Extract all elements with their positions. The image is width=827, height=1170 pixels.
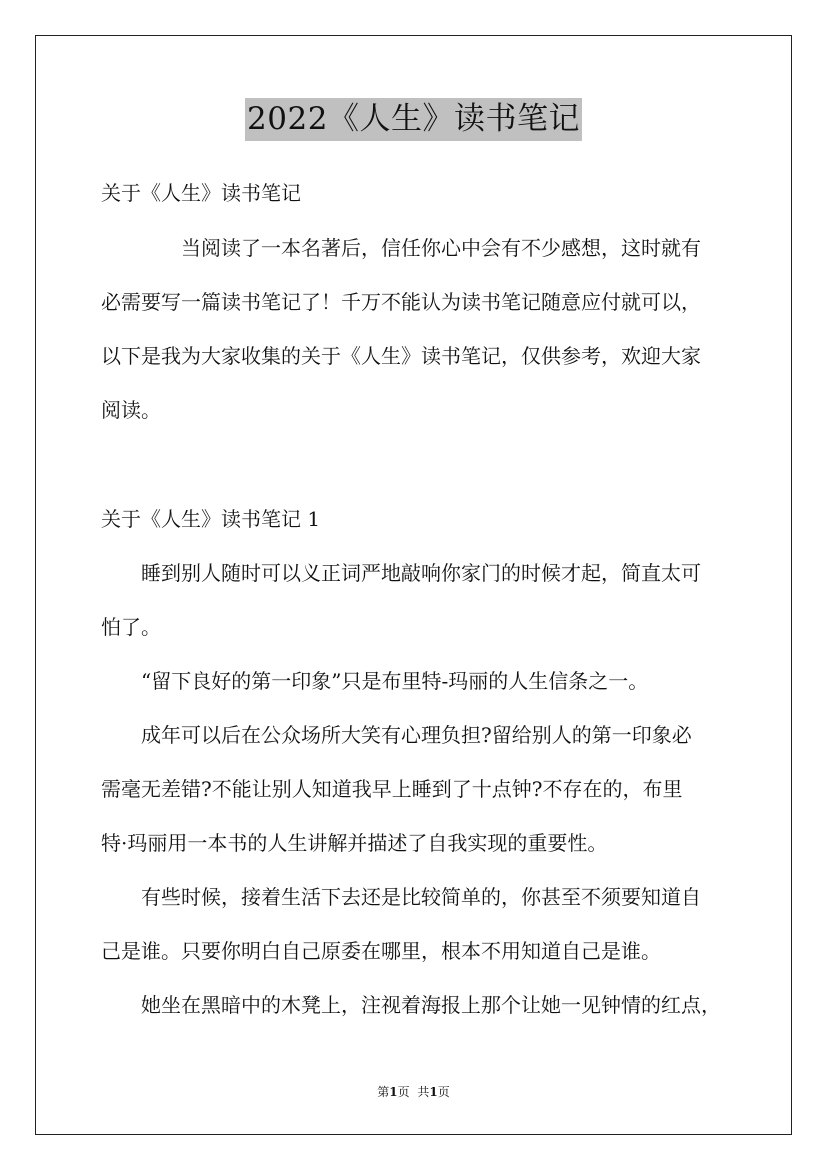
body-line-7: 有些时候，接着生活下去还是比较简单的，你甚至不须要知道自: [141, 885, 701, 909]
page-footer: [0, 1083, 827, 1100]
page-prefix: 第: [377, 1085, 390, 1099]
intro-line-2: 必需要写一篇读书笔记了！千万不能认为读书笔记随意应付就可以，: [101, 290, 701, 314]
body-line-4: 成年可以后在公众场所大笑有心理负担?留给别人的第一印象必: [141, 723, 692, 747]
body-line-8: 己是谁。只要你明白自己原委在哪里，根本不用知道自己是谁。: [101, 939, 661, 963]
body-line-1: 睡到别人随时可以义正词严地敲响你家门的时候才起，简直太可: [141, 561, 701, 585]
page-number: 1: [389, 1085, 398, 1099]
title-container: [0, 98, 827, 141]
intro-heading: 关于《人生》读书笔记: [101, 181, 301, 205]
page-suffix: 页: [397, 1085, 410, 1099]
intro-line-1: 当阅读了一本名著后，信任你心中会有不少感想，这时就有: [181, 236, 701, 260]
total-prefix: 共: [417, 1085, 430, 1099]
total-number: 1: [429, 1085, 438, 1099]
body-line-6: 特·玛丽用一本书的人生讲解并描述了自我实现的重要性。: [101, 831, 608, 855]
intro-line-4: 阅读。: [101, 398, 161, 422]
body-line-3: “留下良好的第一印象”只是布里特-玛丽的人生信条之一。: [141, 669, 649, 693]
section1-heading: 关于《人生》读书笔记 1: [101, 507, 321, 531]
total-suffix: 页: [437, 1085, 450, 1099]
body-line-2: 怕了。: [101, 615, 161, 639]
intro-line-3: 以下是我为大家收集的关于《人生》读书笔记，仅供参考，欢迎大家: [101, 344, 701, 368]
body-line-5: 需毫无差错?不能让别人知道我早上睡到了十点钟?不存在的，布里: [101, 777, 683, 801]
document-title: 2022《人生》读书笔记: [245, 98, 582, 141]
body-line-9: 她坐在黑暗中的木凳上，注视着海报上那个让她一见钟情的红点，: [141, 993, 721, 1017]
